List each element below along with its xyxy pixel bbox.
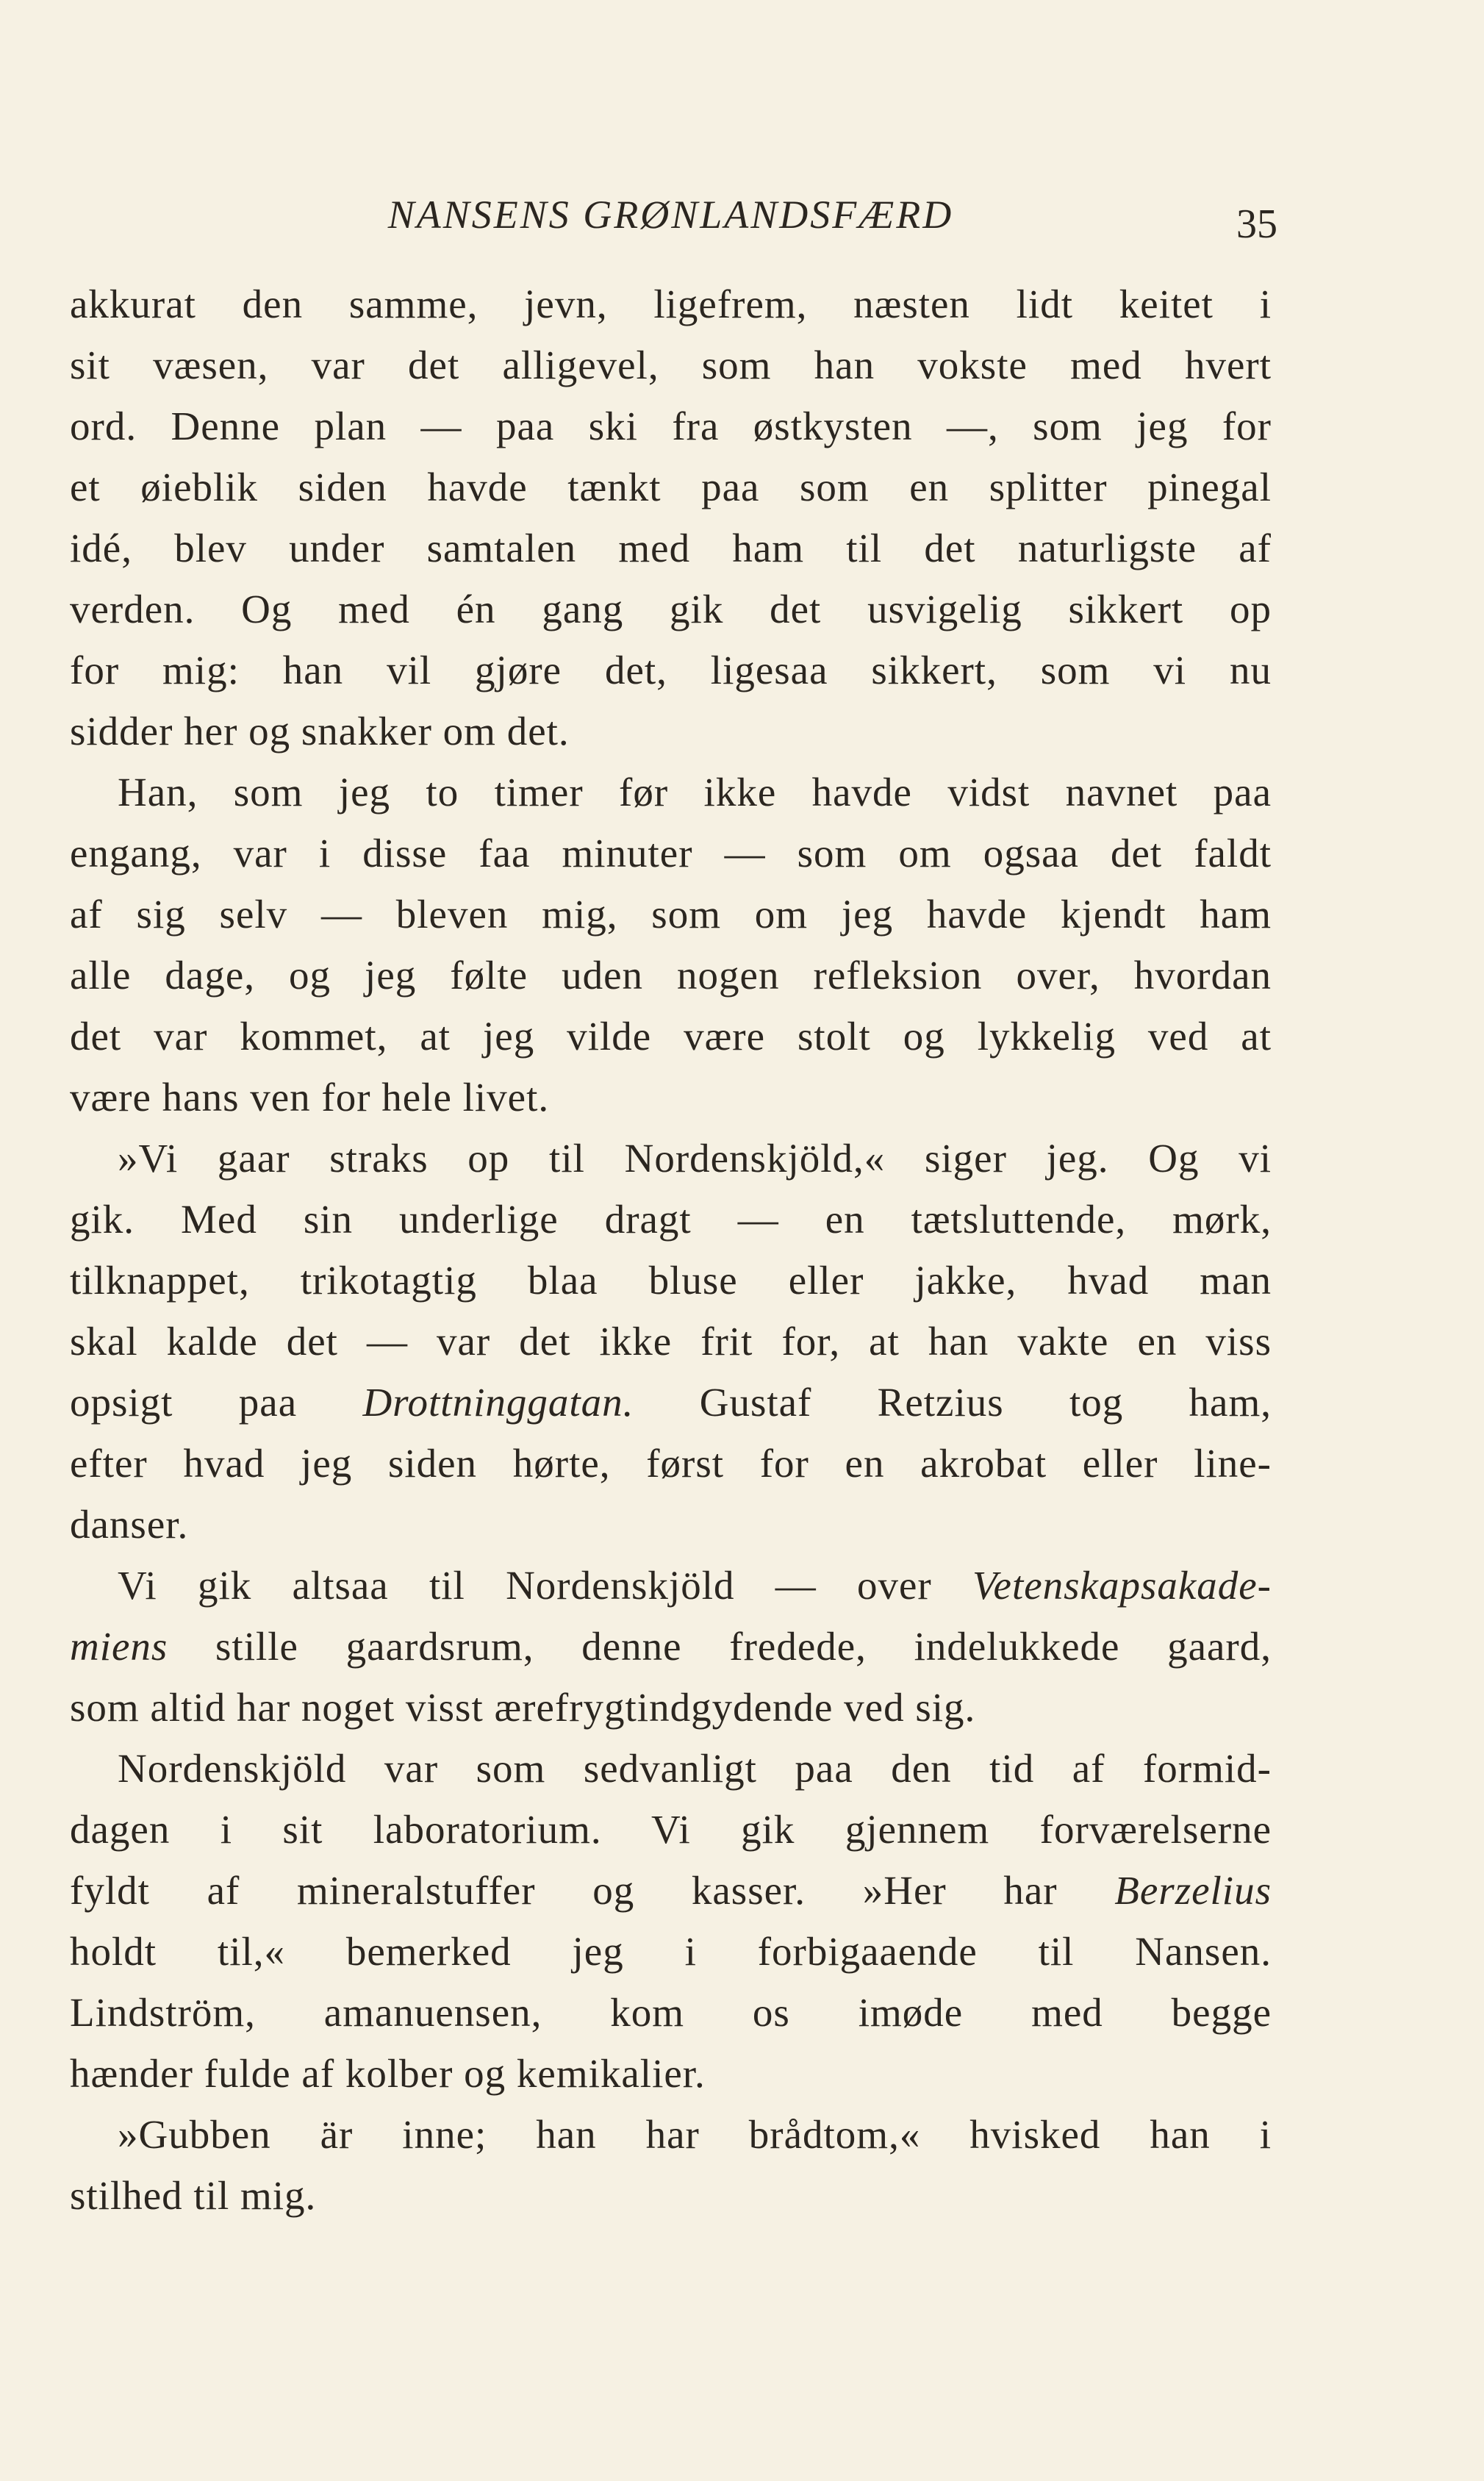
- paragraph: [70, 2104, 1272, 2226]
- text-line: gik. Med sin underlige dragt — en tætsluttende, mørk,: [70, 1197, 1272, 1242]
- text-line: hænder fulde af kolber og kemikalier.: [70, 2051, 706, 2096]
- text-line: ord. Denne plan — paa ski fra østkysten —, som jeg for: [70, 404, 1272, 448]
- text-line: være hans ven for hele livet.: [70, 1075, 550, 1120]
- text-line: stilhed til mig.: [70, 2173, 317, 2218]
- text-line: dagen i sit laboratorium. Vi gik gjennem forværelserne: [70, 1807, 1272, 1852]
- text-line: miens stille gaardsrum, denne fredede, indelukkede gaard,: [70, 1624, 1272, 1669]
- text-line: efter hvad jeg siden hørte, først for en akrobat eller line-: [70, 1441, 1272, 1486]
- text-line: danser.: [70, 1502, 189, 1547]
- text-line: »Vi gaar straks op til Nordenskjöld,« siger jeg. Og vi: [118, 1136, 1272, 1181]
- italic-street-name: Drottninggatan.: [362, 1380, 634, 1425]
- text-line: af sig selv — bleven mig, som om jeg havde kjendt ham: [70, 892, 1272, 937]
- text-line: Nordenskjöld var som sedvanligt paa den tid af formid-: [118, 1746, 1272, 1791]
- running-head: [70, 187, 1277, 247]
- paragraph: [70, 1128, 1272, 1555]
- text-line: Vi gik altsaa til Nordenskjöld — over Vetenskapsakade-: [118, 1563, 1272, 1608]
- text-line: verden. Og med én gang gik det usvigelig sikkert op: [70, 587, 1272, 631]
- text-line: skal kalde det — var det ikke frit for, at han vakte en viss: [70, 1319, 1272, 1364]
- text-line: fyldt af mineralstuffer og kasser. »Her har Berzelius: [70, 1868, 1272, 1913]
- text-line: som altid har noget visst ærefrygtindgydende ved sig.: [70, 1685, 976, 1730]
- italic-institution-name: Vetenskapsakade-: [972, 1563, 1272, 1608]
- text-line: et øieblik siden havde tænkt paa som en splitter pinegal: [70, 465, 1272, 509]
- italic-institution-name: miens: [70, 1624, 168, 1669]
- text-line: opsigt paa Drottninggatan. Gustaf Retzius tog ham,: [70, 1380, 1272, 1425]
- paragraph: [70, 1738, 1272, 2104]
- text-line: tilknappet, trikotagtig blaa bluse eller jakke, hvad man: [70, 1258, 1272, 1303]
- paragraph: [70, 273, 1272, 762]
- text-line: idé, blev under samtalen med ham til det naturligste af: [70, 526, 1272, 570]
- page-number: 35: [1236, 201, 1277, 247]
- text-line: alle dage, og jeg følte uden nogen refleksion over, hvordan: [70, 953, 1272, 998]
- text-line: akkurat den samme, jevn, ligefrem, næsten lidt keitet i: [70, 282, 1272, 326]
- paragraph: [70, 1555, 1272, 1738]
- text-line: for mig: han vil gjøre det, ligesaa sikkert, som vi nu: [70, 648, 1272, 692]
- body-text: [70, 273, 1272, 2226]
- paragraph: [70, 762, 1272, 1128]
- text-line: det var kommet, at jeg vilde være stolt og lykkelig ved at: [70, 1014, 1272, 1059]
- italic-person-name: Berzelius: [1114, 1868, 1272, 1913]
- text-line: sidder her og snakker om det.: [70, 709, 570, 753]
- running-title: NANSENS GRØNLANDSFÆRD: [387, 193, 954, 237]
- text-line: sit væsen, var det alligevel, som han vokste med hvert: [70, 343, 1272, 387]
- text-line: holdt til,« bemerked jeg i forbigaaende til Nansen.: [70, 1929, 1272, 1974]
- text-line: Han, som jeg to timer før ikke havde vidst navnet paa: [118, 770, 1272, 815]
- text-line: Lindström, amanuensen, kom os imøde med begge: [70, 1990, 1272, 2035]
- text-line: engang, var i disse faa minuter — som om ogsaa det faldt: [70, 831, 1272, 876]
- text-line: »Gubben är inne; han har brådtom,« hvisked han i: [118, 2112, 1272, 2157]
